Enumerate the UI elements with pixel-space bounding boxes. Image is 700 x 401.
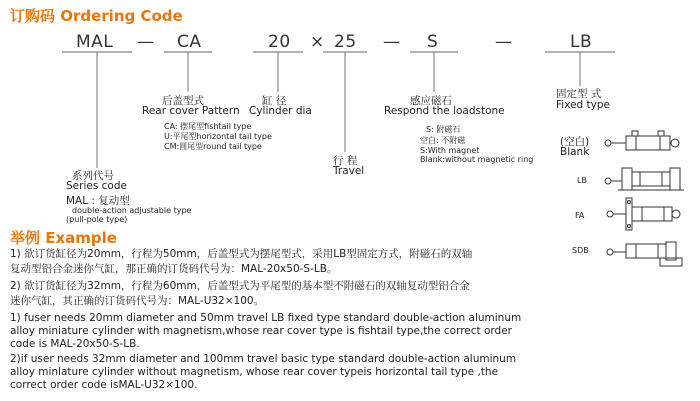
travel-zh: 行 程 [333, 155, 358, 167]
example-para-1: 1) 欲订货缸径为20mm，行程为50mm，后盖型式为摆尾型式，采用LB型固定方式，附磁石的双轴 [10, 248, 473, 260]
fixed-blank-zh: (空白) [560, 136, 590, 148]
loadstone-zh: 感应磁石 [410, 95, 452, 107]
code-lb: LB [570, 32, 593, 52]
loadstone-en: Respond the loadstone [384, 105, 505, 117]
example-para-10: correct order code isMAL-U32×100. [10, 379, 198, 391]
fixed-type-en: Fixed type [556, 99, 611, 111]
code-dash-3: — [495, 32, 513, 52]
series-code-zh: 系列代号 [72, 170, 114, 182]
loadstone-opt-4: Blank:without magnetic ring [420, 155, 534, 164]
example-para-9: alloy minlature cylinder without magnetism, whose rear cover typeis horizontal tail type ,the [10, 366, 499, 378]
loadstone-opt-2: 空白: 不附磁 [420, 136, 466, 145]
rear-cover-option-cm: CM:圆尾型round tail type [164, 142, 262, 151]
cylinder-blank-drawing [605, 131, 679, 150]
rear-cover-zh: 后盖型式 [162, 95, 204, 107]
example-para-6: alloy miniature cylinder with magnetism,whose rear cover type is fishtail type,the correct order [10, 325, 512, 337]
code-ca: CA [177, 32, 202, 52]
series-desc-1: double-action adjustable type [72, 206, 192, 215]
example-title: 举例 Example [10, 229, 117, 247]
code-mal: MAL [76, 32, 114, 52]
example-para-5: 1) fuser needs 20mm diameter and 50mm travel LB fixed type standard double-action aluminum [10, 312, 522, 324]
loadstone-opt-3: S:With magnet [420, 146, 480, 155]
code-dash-2: — [383, 32, 401, 52]
fixed-fa-label: FA [575, 211, 585, 220]
cylinder-dia-zh: 缸 径 [262, 95, 287, 107]
travel-en: Travel [333, 165, 365, 177]
rear-cover-option-u: U:平尾型horizontal tail type [164, 132, 272, 141]
code-25: 25 [334, 32, 357, 52]
ordering-code-title: 订购码 Ordering Code [10, 7, 183, 25]
example-para-7: code is MAL-20x50-S-LB. [10, 338, 140, 350]
code-times: × [310, 32, 325, 52]
loadstone-opt-1: S: 附磁石 [426, 125, 461, 134]
series-code-en: Series code [66, 180, 127, 192]
fixed-sdb-label: SDB [572, 246, 589, 255]
code-20: 20 [268, 32, 291, 52]
rear-cover-en: Rear cover Pattern [142, 105, 240, 117]
cylinder-dia-en: Cylinder dia [249, 105, 312, 117]
cylinder-fa-drawing [607, 198, 680, 230]
example-para-3: 2) 欲订货缸径为32mm，行程为60mm，后盖型式为平尾型的基本型不附磁石的双轴复动型铝合金 [10, 280, 470, 292]
example-para-4: 迷你气缸，其正确的订货码代号为：MAL-U32×100。 [10, 295, 265, 307]
rear-cover-option-ca: CA: 摆尾型fishtail type [164, 122, 252, 131]
code-s: S [427, 32, 439, 52]
fixed-blank-en: Blank [560, 146, 590, 158]
series-mal-line: MAL : 复动型 [66, 195, 130, 207]
code-dash-1: — [137, 32, 155, 52]
example-para-2: 复动型铝合金迷你气缸，那正确的订货码代号为：MAL-20x50-S-LB。 [10, 263, 338, 275]
series-desc-2: (pull-pole type) [66, 215, 128, 224]
fixed-type-zh: 固定型 式 [556, 88, 602, 100]
example-para-8: 2)if user needs 32mm diameter and 100mm travel basic type standard double-action aluminum [10, 353, 517, 365]
cylinder-lb-drawing [605, 168, 684, 190]
fixed-lb-label: LB [577, 176, 587, 185]
cylinder-sdb-drawing [607, 242, 682, 266]
